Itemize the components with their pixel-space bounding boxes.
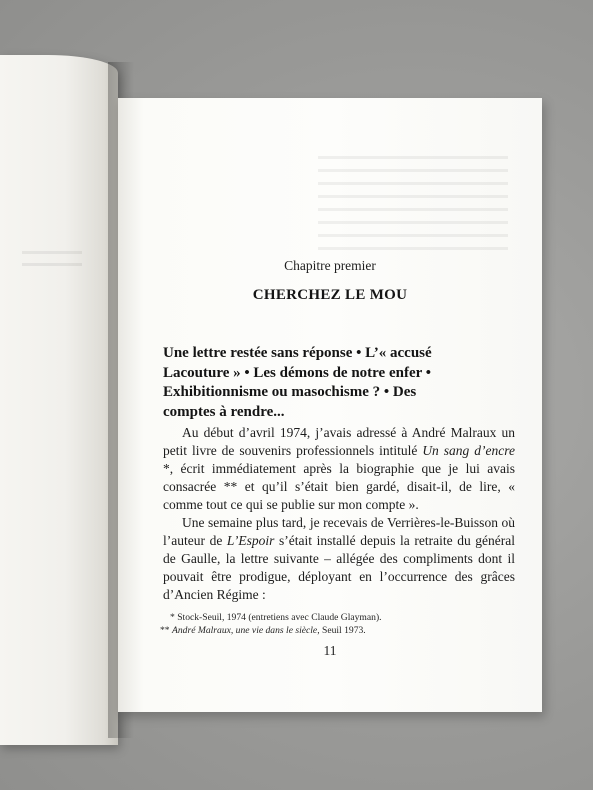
show-through-marks-left	[22, 251, 82, 291]
footnote-2	[160, 624, 530, 637]
left-page-edge	[0, 55, 118, 745]
footnote-1: * Stock-Seuil, 1974 (entretiens avec Claude Glayman).	[170, 612, 382, 623]
footnotes	[160, 611, 530, 637]
book-title-sang-d-encre: Un sang d’encre	[422, 443, 515, 458]
summary-line: Exhibitionnisme ou masochisme ? • Des	[163, 384, 417, 400]
footnote-2-rest: , Seuil 1973.	[317, 625, 366, 636]
paragraph-2-end: s’était installé depuis la retraite du général de Gaulle, la lettre suivante – allégée des compliments dont il pouvait être prodigue, déployant en l’occurrence des grâces d’Ancien Régime :	[163, 533, 516, 602]
footnote-2-mark: **	[160, 625, 172, 636]
summary-line: comptes à rendre...	[163, 403, 285, 420]
summary-line: Lacouture » • Les démons de notre enfer •	[163, 364, 431, 381]
chapter-label: Chapitre premier	[284, 258, 376, 273]
paragraph-1	[163, 424, 515, 514]
page-number: 11	[323, 643, 337, 658]
book-title-l-espoir: L’Espoir	[226, 533, 275, 548]
paragraph-2-start: Une semaine plus tard, je recevais de Verrières-le-Buisson où l’auteur de	[163, 515, 515, 548]
chapter-title: CHERCHEZ LE MOU	[252, 287, 408, 303]
paragraph-1-rest: *, écrit immédiatement après la biographie que je lui avais consacrée ** et qu’il s’était bien gardé, disait-il, de lire, « comme tout ce qui se publie sur mon compte ».	[163, 461, 515, 512]
summary-line: Une lettre restée sans réponse • L’« accusé	[163, 345, 432, 361]
body-text	[163, 424, 515, 604]
chapter-summary	[163, 344, 515, 422]
paragraph-1-start: Au début d’avril 1974, j’avais adressé à André Malraux un petit livre de souvenirs professionnels intitulé	[163, 425, 515, 458]
footnote-2-title: André Malraux, une vie dans le siècle	[172, 625, 318, 636]
paragraph-2	[163, 514, 515, 604]
